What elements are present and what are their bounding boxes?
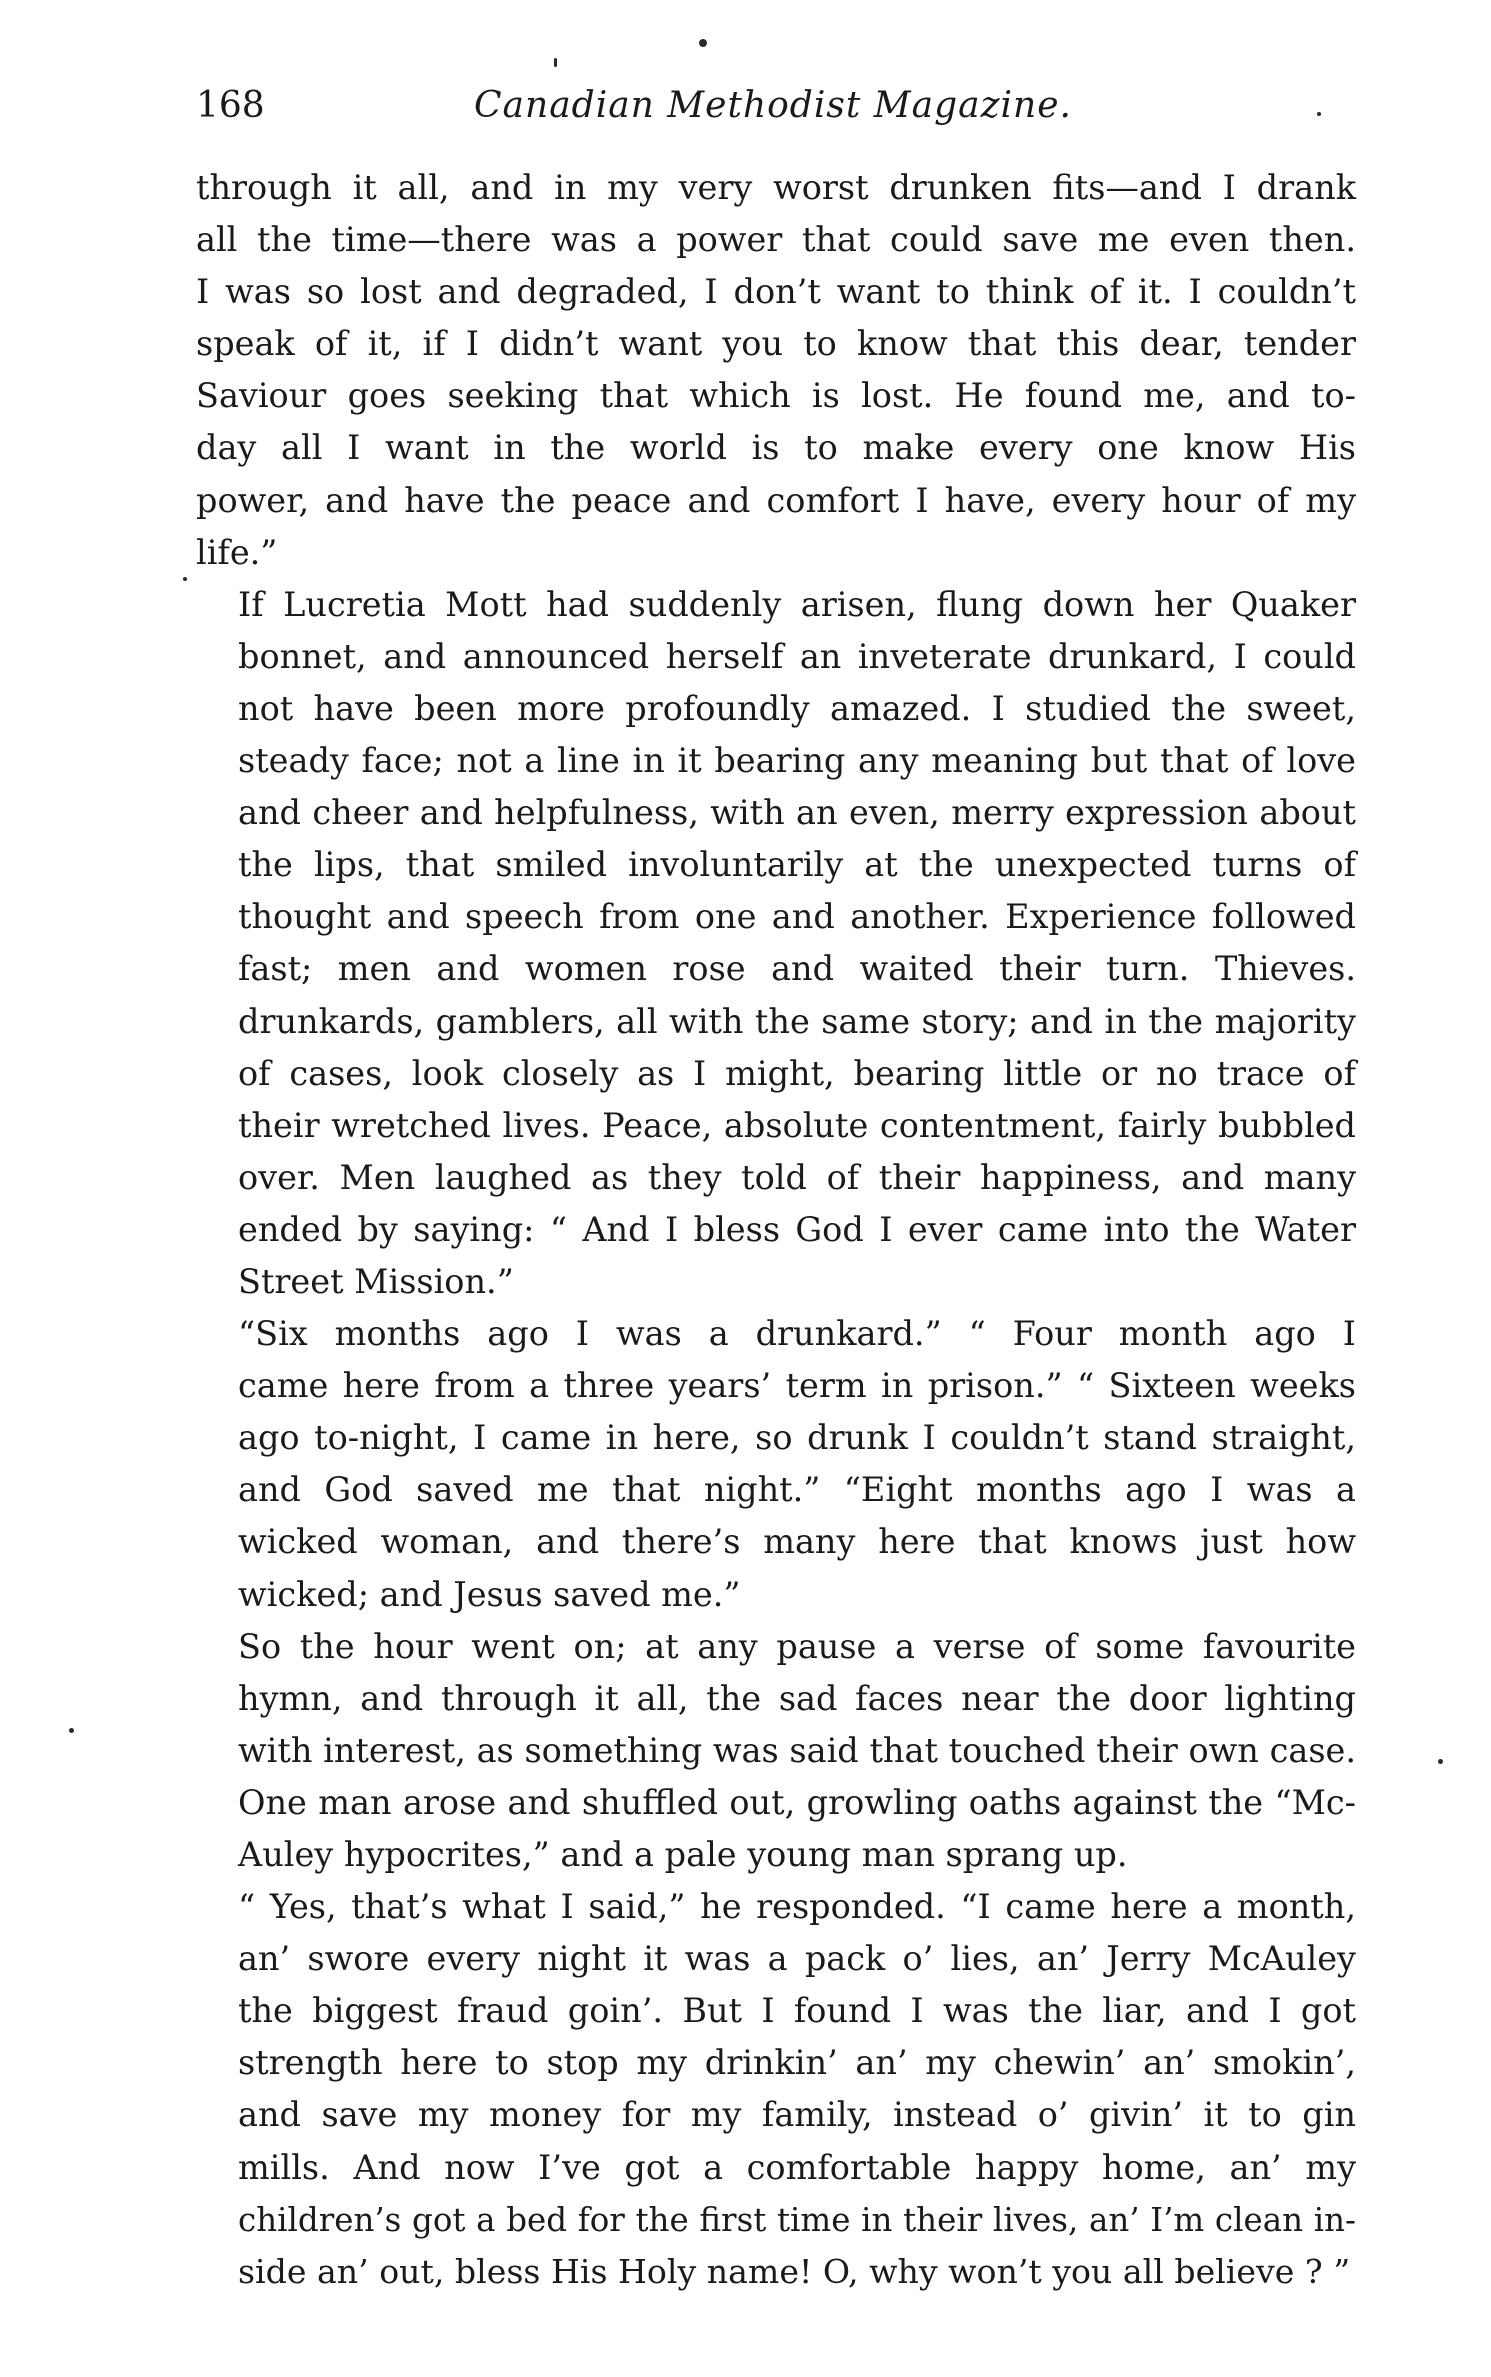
text-line: all the time—there was a power that could save me even then. bbox=[196, 220, 1356, 260]
paragraph bbox=[196, 1881, 1356, 2298]
text-line: “Six months ago I was a drunkard.” “ Four month ago I bbox=[238, 1314, 1356, 1354]
paragraph bbox=[196, 579, 1356, 1308]
text-line: their wretched lives. Peace, absolute contentment, fairly bubbled bbox=[238, 1105, 1356, 1145]
text-line: and God saved me that night.” “Eight months ago I was a bbox=[238, 1470, 1356, 1510]
ink-speck bbox=[1438, 1759, 1443, 1764]
text-line: the biggest fraud goin’. But I found I was the liar, and I got bbox=[238, 1991, 1356, 2031]
text-line: Street Mission.” bbox=[238, 1261, 514, 1301]
text-line: One man arose and shuffled out, growling oaths against the “Mc- bbox=[238, 1782, 1356, 1822]
text-line: Auley hypocrites,” and a pale young man sprang up. bbox=[238, 1835, 1128, 1874]
text-line: power, and have the peace and comfort I have, every hour of my bbox=[196, 480, 1356, 520]
text-line: I was so lost and degraded, I don’t want to think of it. I couldn’t bbox=[196, 272, 1356, 312]
text-line: ended by saying: “ And I bless God I ever came into the Water bbox=[238, 1209, 1356, 1249]
body-text bbox=[196, 162, 1356, 2298]
text-line: children’s got a bed for the first time in their lives, an’ I’m clean in- bbox=[238, 2200, 1356, 2239]
text-line: through it all, and in my very worst drunken fits—and I drank bbox=[196, 168, 1356, 207]
running-title: Canadian Methodist Magazine. bbox=[474, 85, 1072, 126]
text-line: of cases, look closely as I might, bearing little or no trace of bbox=[238, 1053, 1356, 1093]
text-line: If Lucretia Mott had suddenly arisen, flung down her Quaker bbox=[238, 584, 1356, 624]
text-line: and cheer and helpfulness, with an even, merry expression about bbox=[238, 793, 1356, 833]
text-line: not have been more profoundly amazed. I studied the sweet, bbox=[238, 688, 1356, 728]
text-line: came here from a three years’ term in prison.” “ Sixteen weeks bbox=[238, 1366, 1356, 1406]
text-line: wicked; and Jesus saved me.” bbox=[238, 1574, 741, 1614]
text-line: and save my money for my family, instead o’ givin’ it to gin bbox=[238, 2095, 1356, 2135]
text-line: ago to-night, I came in here, so drunk I couldn’t stand straight, bbox=[238, 1418, 1356, 1458]
ink-speck bbox=[699, 39, 707, 47]
text-line: side an’ out, bless His Holy name! O, why won’t you all believe ? ” bbox=[238, 2251, 1351, 2291]
ink-speck bbox=[183, 577, 187, 581]
text-line: with interest, as something was said that touched their own case. bbox=[238, 1730, 1356, 1770]
text-line: drunkards, gamblers, all with the same story; and in the majority bbox=[238, 1001, 1356, 1041]
ink-speck bbox=[554, 58, 557, 67]
text-line: hymn, and through it all, the sad faces near the door lighting bbox=[238, 1678, 1356, 1718]
paragraph bbox=[196, 1308, 1356, 1621]
text-line: life.” bbox=[196, 532, 278, 572]
ink-speck bbox=[69, 1728, 74, 1733]
text-line: bonnet, and announced herself an inveterate drunkard, I could bbox=[238, 636, 1356, 676]
text-line: the lips, that smiled involuntarily at the unexpected turns of bbox=[238, 845, 1356, 885]
text-line: “ Yes, that’s what I said,” he responded. “I came here a month, bbox=[238, 1887, 1356, 1927]
text-line: day all I want in the world is to make every one know His bbox=[196, 428, 1356, 468]
text-line: Saviour goes seeking that which is lost. He found me, and to- bbox=[196, 376, 1356, 416]
text-line: So the hour went on; at any pause a verse of some favourite bbox=[238, 1626, 1356, 1666]
text-line: fast; men and women rose and waited their turn. Thieves. bbox=[238, 949, 1356, 989]
text-line: steady face; not a line in it bearing any meaning but that of love bbox=[238, 741, 1356, 781]
text-line: an’ swore every night it was a pack o’ lies, an’ Jerry McAuley bbox=[238, 1939, 1356, 1979]
page-header bbox=[196, 86, 1356, 142]
text-line: thought and speech from one and another. Experience followed bbox=[238, 897, 1356, 937]
text-line: mills. And now I’ve got a comfortable happy home, an’ my bbox=[238, 2147, 1356, 2187]
paragraph bbox=[196, 162, 1356, 579]
text-line: strength here to stop my drinkin’ an’ my chewin’ an’ smokin’, bbox=[238, 2043, 1356, 2083]
text-line: wicked woman, and there’s many here that knows just how bbox=[238, 1522, 1356, 1562]
text-line: over. Men laughed as they told of their happiness, and many bbox=[238, 1157, 1356, 1197]
paragraph bbox=[196, 1621, 1356, 1881]
page-number: 168 bbox=[196, 85, 265, 126]
text-line: speak of it, if I didn’t want you to know that this dear, tender bbox=[196, 324, 1356, 364]
